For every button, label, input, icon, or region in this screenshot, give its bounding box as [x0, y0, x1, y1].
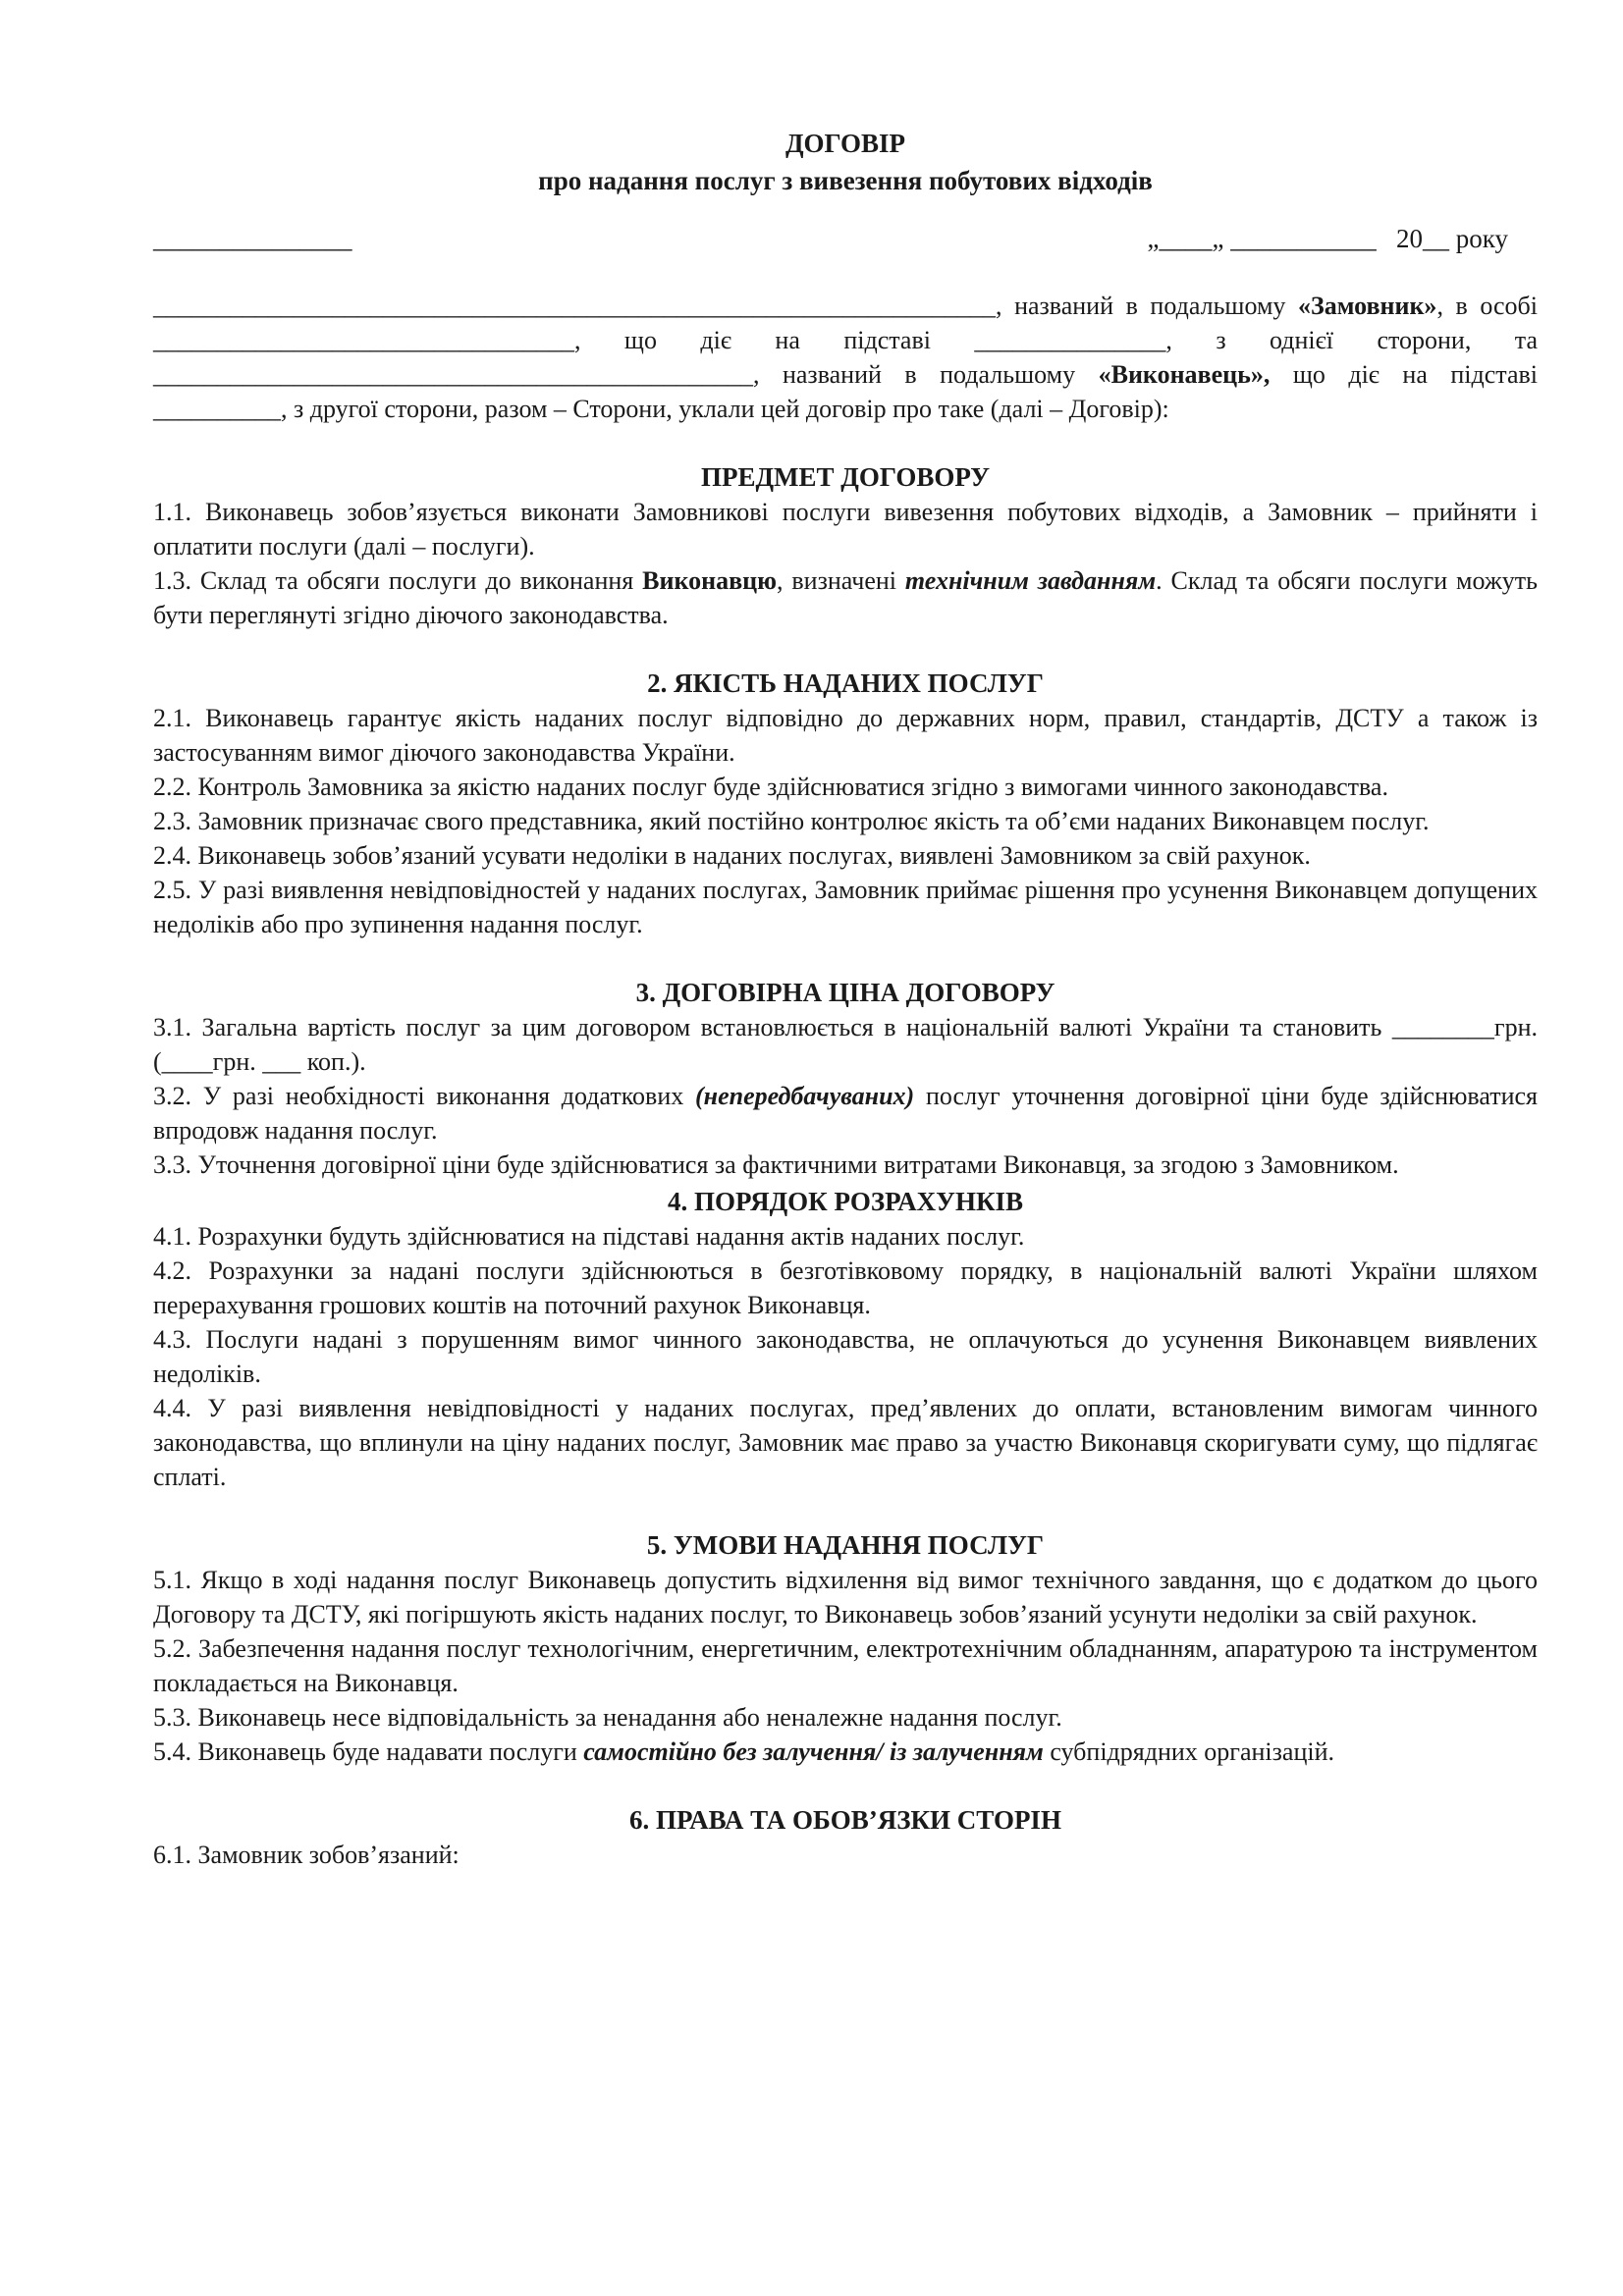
clause-2-3: 2.3. Замовник призначає свого представника, який постійно контролює якість та об’єми наданих Виконавцем послуг. — [153, 807, 1430, 835]
clause-text-bold-italic: технічним завданням — [904, 566, 1157, 595]
document-subtitle: про надання послуг з вивезення побутових відходів — [538, 166, 1153, 195]
intro-text: , названий в подальшому — [996, 292, 1286, 320]
clause-text: 5.4. Виконавець буде надавати послуги — [153, 1737, 584, 1766]
section-heading: 6. ПРАВА ТА ОБОВ’ЯЗКИ СТОРІН — [629, 1805, 1061, 1835]
clause-6-1: 6.1. Замовник зобов’язаний: — [153, 1841, 460, 1869]
clause-5-4 — [153, 1735, 1538, 1769]
date-day-blank: „____„ — [1147, 224, 1224, 253]
clause-5-3: 5.3. Виконавець несе відповідальність за ненадання або неналежне надання послуг. — [153, 1703, 1062, 1732]
clause-1-1: 1.1. Виконавець зобов’язується виконати Замовникові послуги вивезення побутових відходів, а Замовник – прийняти і оплатити послуги (далі – послуги). — [153, 498, 1538, 561]
intro-text: , в особі _________________________________, що діє на підставі _______________, з однієї сторони, та _______________________________________________, названий в подальшому — [153, 292, 1538, 389]
clause-text: . Склад та обсяги послуги можуть бути переглянуті згідно діючого законодавства. — [153, 566, 1539, 629]
clause-text-bold-italic: (непередбачуваних) — [694, 1082, 915, 1110]
place-date-line — [153, 224, 1538, 263]
parties-paragraph — [153, 289, 1538, 426]
clause-2-1: 2.1. Виконавець гарантує якість наданих послуг відповідно до державних норм, правил, стандартів, ДСТУ а також із застосуванням вимог діючого законодавства України. — [153, 704, 1538, 767]
clause-text: 3.2. У разі необхідності виконання додаткових — [153, 1082, 695, 1110]
date-field — [1148, 224, 1508, 254]
clause-text-bold: Виконавцю — [642, 566, 777, 595]
clause-2-5: 2.5. У разі виявлення невідповідностей у наданих послугах, Замовник приймає рішення про усунення Виконавцем допущених недоліків або про зупинення надання послуг. — [153, 876, 1538, 938]
intro-text: що діє на підставі __________, з другої сторони, разом – Сторони, уклали цей договір про таке (далі – Договір): — [153, 360, 1538, 423]
customer-name-blank: __________________________________________________________________ — [153, 292, 996, 320]
clause-text-bold-italic: самостійно без залучення/ із залученням — [583, 1737, 1044, 1766]
document-page — [153, 128, 1538, 1872]
clause-5-2: 5.2. Забезпечення надання послуг технологічним, енергетичним, електротехнічним обладнанням, апаратурою та інструментом покладається на Виконавця. — [153, 1634, 1538, 1697]
section-heading: ПРЕДМЕТ ДОГОВОРУ — [700, 462, 991, 492]
clause-3-2 — [153, 1079, 1538, 1148]
clause-4-2: 4.2. Розрахунки за надані послуги здійснюються в безготівковому порядку, в національній валюті України шляхом перерахування грошових коштів на поточний рахунок Виконавця. — [153, 1256, 1538, 1319]
clause-text: 1.3. Склад та обсяги послуги до виконання — [153, 566, 643, 595]
place-blank: _______________ — [153, 224, 352, 253]
clause-4-4: 4.4. У разі виявлення невідповідності у наданих послугах, пред’явлених до оплати, встановленим вимогам чинного законодавства, що вплинули на ціну наданих послуг, Замовник має право за участю Виконавця скоригувати суму, що підлягає сплаті. — [153, 1394, 1538, 1491]
clause-4-1: 4.1. Розрахунки будуть здійснюватися на підставі надання актів наданих послуг. — [153, 1222, 1025, 1251]
clause-5-1: 5.1. Якщо в ході надання послуг Виконавець допустить відхилення від вимог технічного завдання, що є додатком до цього Договору та ДСТУ, які погіршують якість наданих послуг, то Виконавець зобов’язаний усунути недоліки за свій рахунок. — [153, 1566, 1538, 1629]
section-heading: 2. ЯКІСТЬ НАДАНИХ ПОСЛУГ — [647, 668, 1044, 698]
customer-label: «Замовник» — [1298, 292, 1437, 320]
contractor-label: «Виконавець», — [1098, 360, 1271, 389]
date-month-blank: ___________ — [1230, 224, 1377, 253]
clause-4-3: 4.3. Послуги надані з порушенням вимог чинного законодавства, не оплачуються до усунення Виконавцем виявлених недоліків. — [153, 1325, 1538, 1388]
clause-2-2: 2.2. Контроль Замовника за якістю наданих послуг буде здійснюватися згідно з вимогами чинного законодавства. — [153, 773, 1388, 801]
section-heading: 5. УМОВИ НАДАННЯ ПОСЛУГ — [646, 1530, 1045, 1560]
clause-3-1: 3.1. Загальна вартість послуг за цим договором встановлюється в національній валюті України та становить ________грн. (____грн. ___ коп.). — [153, 1013, 1538, 1076]
clause-text: субпідрядних організацій. — [1043, 1737, 1334, 1766]
date-year: 20__ року — [1396, 224, 1508, 253]
clause-1-3 — [153, 563, 1538, 632]
clause-text: послуг уточнення договірної ціни буде здійснюватися впродовж надання послуг. — [153, 1082, 1538, 1145]
clause-2-4: 2.4. Виконавець зобов’язаний усувати недоліки в наданих послугах, виявлені Замовником за свій рахунок. — [153, 841, 1311, 870]
section-heading: 4. ПОРЯДОК РОЗРАХУНКІВ — [667, 1187, 1024, 1216]
clause-text: , визначені — [776, 566, 905, 595]
document-title: ДОГОВІР — [784, 129, 906, 158]
section-heading: 3. ДОГОВІРНА ЦІНА ДОГОВОРУ — [635, 978, 1055, 1007]
clause-3-3: 3.3. Уточнення договірної ціни буде здійснюватися за фактичними витратами Виконавця, за згодою з Замовником. — [153, 1150, 1399, 1179]
